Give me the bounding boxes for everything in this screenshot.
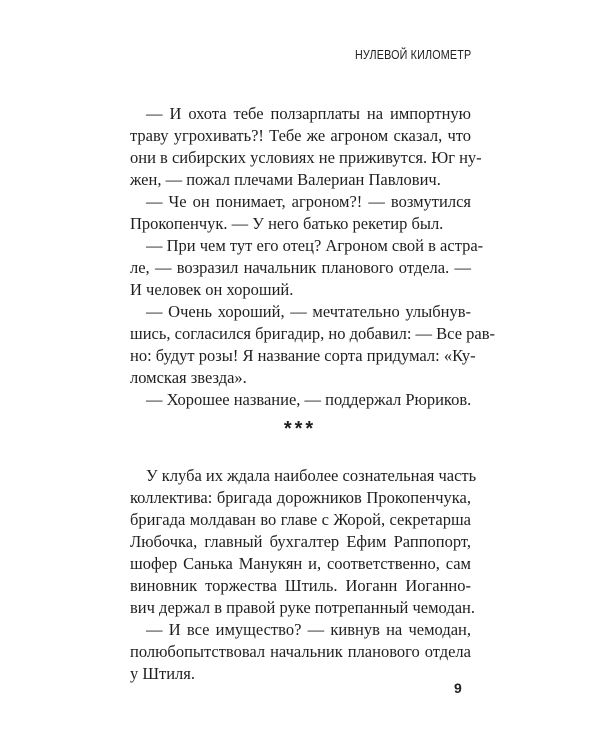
text-line: У клуба их ждала наиболее сознательная часть	[146, 466, 477, 485]
text-line: шись, согласился бригадир, но добавил: — Все рав-	[130, 324, 496, 343]
text-line: — Хорошее название, — поддержал Рюриков.	[146, 390, 472, 409]
text-line: Прокопенчук. — У него батько рекетир был.	[130, 214, 444, 233]
text-line: — И охота тебе ползарплаты на импортную	[146, 104, 471, 123]
running-header: НУЛЕВОЙ КИЛОМЕТР	[354, 48, 471, 62]
text-line: коллектива: бригада дорожников Прокопенчука,	[130, 488, 471, 507]
text-line: — И все имущество? — кивнув на чемодан,	[146, 620, 471, 639]
text-line: Любочка, главный бухгалтер Ефим Раппопорт,	[130, 532, 471, 551]
text-line: полюбопытствовал начальник планового отдела	[130, 642, 471, 661]
text-line: но: будут розы! Я название сорта придумал: «Ку-	[130, 346, 476, 365]
text-line: шофер Санька Манукян и, соответственно, сам	[130, 554, 471, 573]
page-number: 9	[454, 680, 462, 696]
text-line: И человек он хороший.	[130, 280, 294, 299]
text-line: вич держал в правой руке потрепанный чемодан.	[130, 598, 475, 617]
text-line: виновник торжества Штиль. Иоганн Иоганно-	[130, 576, 471, 595]
text-line: ломская звезда».	[130, 368, 247, 387]
text-line: — Очень хороший, — мечтательно улыбнув-	[146, 302, 471, 321]
text-line: траву угрохивать?! Тебе же агроном сказал, что	[130, 126, 471, 145]
text-line: они в сибирских условиях не приживутся. Юг ну-	[130, 148, 482, 167]
text-line: жен, — пожал плечами Валериан Павлович.	[130, 170, 441, 189]
text-line: ле, — возразил начальник планового отдела. —	[130, 258, 471, 277]
text-line: — Че он понимает, агроном?! — возмутился	[146, 192, 471, 211]
text-line: — При чем тут его отец? Агроном свой в астра-	[146, 236, 484, 255]
text-line: у Штиля.	[130, 664, 196, 683]
section-separator: ***	[283, 418, 317, 440]
text-line: бригада молдаван во главе с Жорой, секретарша	[130, 510, 471, 529]
